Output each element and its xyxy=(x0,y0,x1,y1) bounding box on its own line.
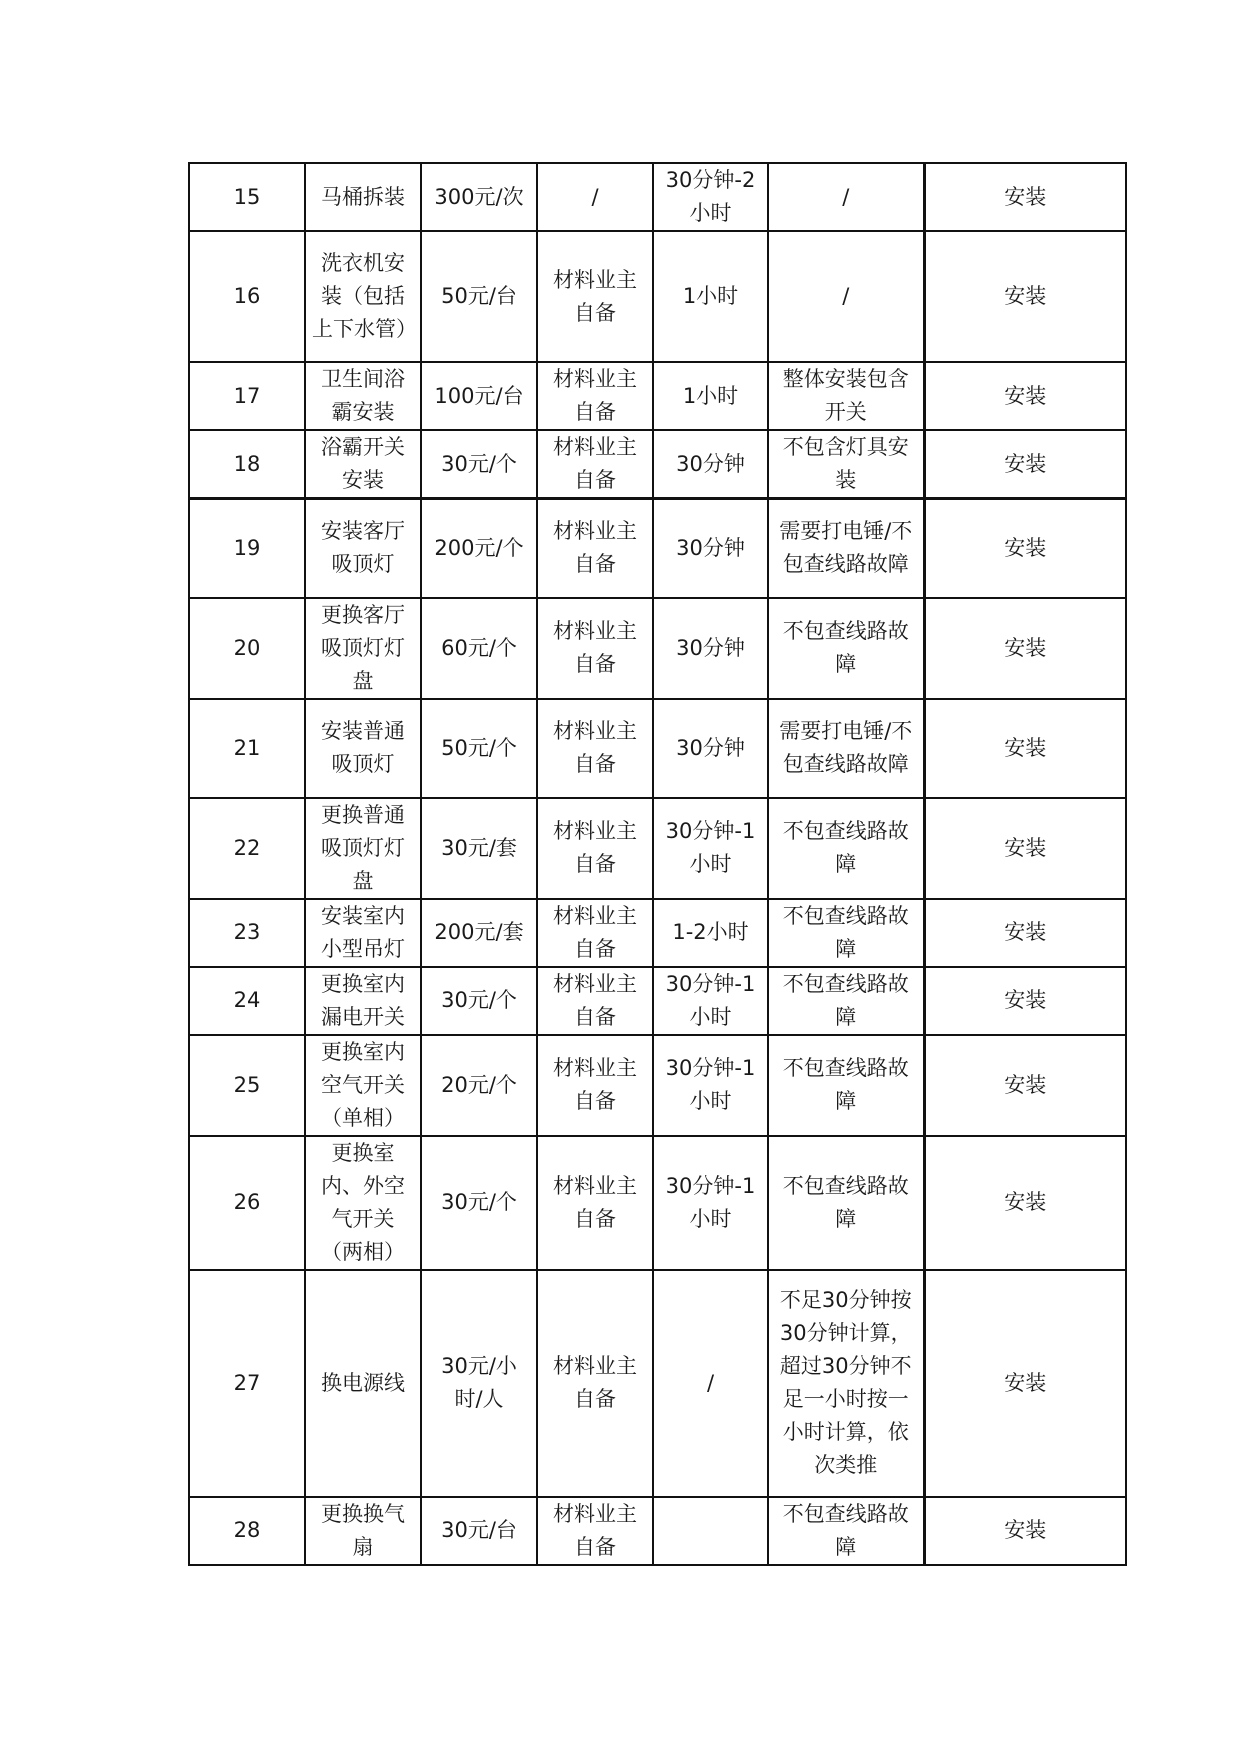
cell-category-text: 安装 xyxy=(1004,451,1047,476)
cell-category xyxy=(924,1270,1126,1497)
cell-duration-text: 30分钟-1小时 xyxy=(665,1056,756,1113)
cell-note-text: / xyxy=(842,184,850,209)
cell-note-text: 不包查线路故障 xyxy=(782,619,909,676)
cell-material xyxy=(537,1270,653,1497)
cell-material xyxy=(537,163,653,231)
cell-duration xyxy=(653,231,768,362)
cell-material-text: 材料业主自备 xyxy=(553,1056,637,1113)
table-row xyxy=(189,430,1126,499)
cell-note xyxy=(768,967,924,1035)
cell-category xyxy=(924,231,1126,362)
cell-price-text: 200元/套 xyxy=(434,920,524,944)
table-row xyxy=(189,699,1126,798)
cell-price xyxy=(421,798,537,899)
cell-duration xyxy=(653,163,768,231)
cell-category xyxy=(924,1136,1126,1270)
table-row xyxy=(189,967,1126,1035)
cell-number-text: 17 xyxy=(233,383,261,408)
cell-price-text: 30元/个 xyxy=(441,1190,517,1214)
cell-material-text: 材料业主自备 xyxy=(553,719,637,776)
cell-duration-text: 30分钟-1小时 xyxy=(665,971,756,1029)
cell-category-text: 安装 xyxy=(1004,735,1047,760)
table-body xyxy=(189,163,1126,1565)
cell-duration xyxy=(653,1136,768,1270)
cell-category xyxy=(924,499,1126,598)
cell-material-text: 材料业主自备 xyxy=(553,435,637,492)
cell-item-text: 更换室内漏电开关 xyxy=(321,971,405,1029)
cell-item xyxy=(305,598,421,699)
cell-material-text: / xyxy=(591,184,599,209)
cell-material xyxy=(537,967,653,1035)
cell-number xyxy=(189,967,305,1035)
cell-category-text: 安装 xyxy=(1004,1072,1047,1097)
table-row xyxy=(189,1136,1126,1270)
cell-category xyxy=(924,163,1126,231)
table-row xyxy=(189,499,1126,598)
cell-item-text: 更换室内、外空气开关（两相） xyxy=(321,1140,405,1264)
cell-number-text: 21 xyxy=(233,735,261,760)
cell-category xyxy=(924,798,1126,899)
cell-price xyxy=(421,1035,537,1136)
cell-item xyxy=(305,499,421,598)
cell-category-text: 安装 xyxy=(1004,988,1047,1012)
cell-note xyxy=(768,798,924,899)
cell-duration-text: 30分钟 xyxy=(676,451,745,476)
cell-note-text: 不足30分钟按30分钟计算，超过30分钟不足一小时按一小时计算，依次类推 xyxy=(779,1288,912,1477)
cell-price xyxy=(421,362,537,430)
cell-material xyxy=(537,362,653,430)
cell-price-text: 200元/个 xyxy=(434,535,524,560)
cell-category-text: 安装 xyxy=(1004,920,1047,944)
table-row xyxy=(189,1497,1126,1565)
cell-duration-text: 30分钟 xyxy=(676,735,745,760)
cell-material-text: 材料业主自备 xyxy=(553,267,637,325)
cell-number xyxy=(189,231,305,362)
cell-category xyxy=(924,1497,1126,1565)
cell-note-text: 不包查线路故障 xyxy=(782,819,909,876)
cell-material-text: 材料业主自备 xyxy=(553,971,637,1029)
cell-note-text: 需要打电锤/不包查线路故障 xyxy=(779,719,913,776)
cell-material xyxy=(537,1035,653,1136)
cell-item-text: 安装客厅吸顶灯 xyxy=(321,519,405,577)
cell-note-text: / xyxy=(842,284,850,308)
cell-item-text: 安装室内小型吊灯 xyxy=(321,903,405,961)
cell-material-text: 材料业主自备 xyxy=(553,819,637,876)
cell-item xyxy=(305,899,421,967)
cell-category-text: 安装 xyxy=(1004,383,1047,408)
cell-material-text: 材料业主自备 xyxy=(553,1354,637,1411)
cell-category-text: 安装 xyxy=(1004,535,1047,560)
cell-material xyxy=(537,798,653,899)
cell-number-text: 27 xyxy=(233,1370,261,1395)
cell-note xyxy=(768,1270,924,1497)
cell-price xyxy=(421,967,537,1035)
cell-item-text: 更换客厅吸顶灯灯盘 xyxy=(321,602,405,693)
cell-number xyxy=(189,1136,305,1270)
cell-material-text: 材料业主自备 xyxy=(553,903,637,961)
cell-note xyxy=(768,1136,924,1270)
cell-number-text: 15 xyxy=(233,184,261,209)
cell-duration xyxy=(653,899,768,967)
cell-price-text: 30元/个 xyxy=(441,451,517,476)
cell-category xyxy=(924,699,1126,798)
cell-duration-text: / xyxy=(706,1370,715,1395)
cell-item-text: 换电源线 xyxy=(321,1370,405,1395)
cell-number-text: 19 xyxy=(233,535,261,560)
cell-item xyxy=(305,1497,421,1565)
cell-note xyxy=(768,499,924,598)
cell-number xyxy=(189,362,305,430)
cell-item-text: 浴霸开关安装 xyxy=(321,435,405,492)
cell-item xyxy=(305,699,421,798)
table-row xyxy=(189,899,1126,967)
cell-note-text: 整体安装包含开关 xyxy=(782,367,909,424)
cell-item-text: 卫生间浴霸安装 xyxy=(321,367,405,424)
cell-item xyxy=(305,798,421,899)
cell-price xyxy=(421,699,537,798)
cell-number xyxy=(189,430,305,499)
cell-note-text: 不包查线路故障 xyxy=(782,1501,909,1559)
cell-material xyxy=(537,899,653,967)
cell-price-text: 100元/台 xyxy=(434,383,524,408)
cell-duration-text: 30分钟 xyxy=(676,635,745,660)
cell-material xyxy=(537,1497,653,1565)
cell-duration-text: 30分钟-2小时 xyxy=(665,168,756,225)
cell-category-text: 安装 xyxy=(1004,1370,1047,1395)
cell-price xyxy=(421,499,537,598)
cell-category xyxy=(924,899,1126,967)
cell-duration-text: 1小时 xyxy=(682,383,739,408)
cell-duration xyxy=(653,598,768,699)
cell-price-text: 300元/次 xyxy=(434,184,524,209)
cell-material-text: 材料业主自备 xyxy=(553,367,637,424)
table-row xyxy=(189,798,1126,899)
cell-material-text: 材料业主自备 xyxy=(553,519,637,577)
cell-duration xyxy=(653,699,768,798)
cell-number xyxy=(189,163,305,231)
cell-item-text: 马桶拆装 xyxy=(321,184,405,209)
cell-price-text: 50元/个 xyxy=(441,735,517,760)
cell-category-text: 安装 xyxy=(1004,1518,1047,1542)
cell-note-text: 不包查线路故障 xyxy=(782,1056,909,1113)
cell-number xyxy=(189,499,305,598)
cell-number xyxy=(189,699,305,798)
cell-category xyxy=(924,362,1126,430)
cell-number-text: 26 xyxy=(233,1190,261,1214)
cell-material-text: 材料业主自备 xyxy=(553,1501,637,1559)
cell-item xyxy=(305,1136,421,1270)
cell-number-text: 18 xyxy=(233,451,261,476)
cell-number-text: 23 xyxy=(233,920,261,944)
cell-note-text: 需要打电锤/不包查线路故障 xyxy=(779,519,913,577)
cell-item xyxy=(305,967,421,1035)
cell-material xyxy=(537,231,653,362)
cell-note xyxy=(768,699,924,798)
cell-item-text: 更换普通吸顶灯灯盘 xyxy=(321,802,405,893)
table-row xyxy=(189,1270,1126,1497)
cell-note-text: 不包查线路故障 xyxy=(782,1173,909,1231)
cell-category xyxy=(924,967,1126,1035)
cell-number xyxy=(189,598,305,699)
cell-note xyxy=(768,362,924,430)
cell-note xyxy=(768,899,924,967)
cell-item-text: 洗衣机安装（包括上下水管） xyxy=(312,251,417,341)
cell-material-text: 材料业主自备 xyxy=(553,619,637,676)
cell-category-text: 安装 xyxy=(1004,284,1047,308)
cell-material xyxy=(537,499,653,598)
cell-category xyxy=(924,598,1126,699)
cell-duration xyxy=(653,1497,768,1565)
cell-number xyxy=(189,899,305,967)
cell-category-text: 安装 xyxy=(1004,1190,1047,1214)
cell-duration xyxy=(653,362,768,430)
cell-price xyxy=(421,1270,537,1497)
cell-note xyxy=(768,163,924,231)
service-price-table xyxy=(188,162,1127,1566)
cell-duration-text: 30分钟 xyxy=(676,535,745,560)
cell-price xyxy=(421,163,537,231)
cell-number xyxy=(189,1035,305,1136)
cell-duration-text: 1小时 xyxy=(682,284,739,308)
cell-item xyxy=(305,231,421,362)
cell-price xyxy=(421,430,537,499)
cell-number-text: 25 xyxy=(233,1072,261,1097)
cell-item-text: 安装普通吸顶灯 xyxy=(321,719,405,776)
cell-category-text: 安装 xyxy=(1004,184,1047,209)
cell-price-text: 60元/个 xyxy=(441,635,517,660)
cell-duration xyxy=(653,499,768,598)
table-row xyxy=(189,231,1126,362)
table-row xyxy=(189,1035,1126,1136)
cell-number xyxy=(189,798,305,899)
cell-duration-text: 30分钟-1小时 xyxy=(665,1173,756,1231)
cell-note-text: 不包查线路故障 xyxy=(782,903,909,961)
cell-note xyxy=(768,598,924,699)
cell-duration xyxy=(653,1035,768,1136)
cell-material-text: 材料业主自备 xyxy=(553,1173,637,1231)
cell-price xyxy=(421,598,537,699)
cell-note-text: 不包含灯具安装 xyxy=(782,435,909,492)
cell-item xyxy=(305,362,421,430)
cell-category-text: 安装 xyxy=(1004,835,1047,860)
cell-material xyxy=(537,598,653,699)
cell-note-text: 不包查线路故障 xyxy=(782,971,909,1029)
cell-item xyxy=(305,1270,421,1497)
cell-duration xyxy=(653,967,768,1035)
cell-duration-text: 1-2小时 xyxy=(672,920,749,944)
cell-price-text: 30元/小时/人 xyxy=(441,1354,517,1411)
cell-number xyxy=(189,1497,305,1565)
cell-duration xyxy=(653,1270,768,1497)
cell-duration xyxy=(653,430,768,499)
cell-category-text: 安装 xyxy=(1004,635,1047,660)
cell-item-text: 更换换气扇 xyxy=(321,1501,405,1559)
cell-number-text: 22 xyxy=(233,835,261,860)
table-row xyxy=(189,362,1126,430)
cell-item xyxy=(305,163,421,231)
cell-item xyxy=(305,430,421,499)
table-row xyxy=(189,163,1126,231)
cell-number-text: 20 xyxy=(233,635,261,660)
cell-note xyxy=(768,430,924,499)
cell-material xyxy=(537,430,653,499)
cell-item xyxy=(305,1035,421,1136)
table-row xyxy=(189,598,1126,699)
cell-category xyxy=(924,430,1126,499)
cell-duration-text: 30分钟-1小时 xyxy=(665,819,756,876)
cell-number xyxy=(189,1270,305,1497)
cell-price-text: 20元/个 xyxy=(441,1072,517,1097)
cell-note xyxy=(768,1497,924,1565)
cell-duration xyxy=(653,798,768,899)
cell-price xyxy=(421,1136,537,1270)
cell-price-text: 30元/个 xyxy=(441,988,517,1012)
cell-price xyxy=(421,899,537,967)
cell-price-text: 30元/套 xyxy=(441,835,517,860)
cell-number-text: 16 xyxy=(233,284,261,308)
cell-material xyxy=(537,1136,653,1270)
cell-price xyxy=(421,231,537,362)
cell-category xyxy=(924,1035,1126,1136)
cell-price xyxy=(421,1497,537,1565)
cell-material xyxy=(537,699,653,798)
cell-number-text: 28 xyxy=(233,1518,261,1542)
cell-price-text: 30元/台 xyxy=(441,1518,517,1542)
cell-item-text: 更换室内空气开关（单相） xyxy=(321,1039,405,1130)
cell-number-text: 24 xyxy=(233,988,261,1012)
cell-price-text: 50元/台 xyxy=(441,284,517,308)
cell-note xyxy=(768,231,924,362)
cell-note xyxy=(768,1035,924,1136)
